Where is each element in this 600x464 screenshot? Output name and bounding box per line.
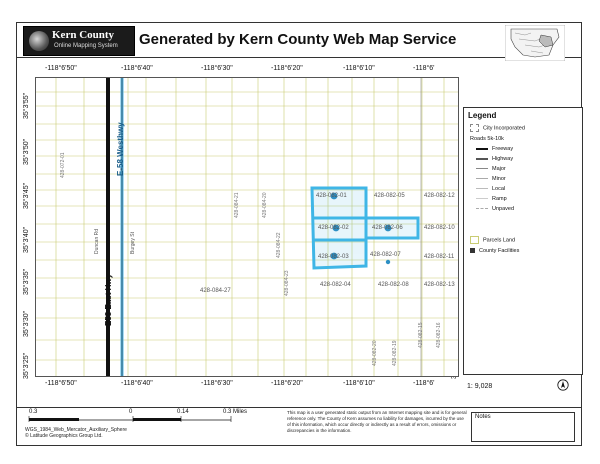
coord-left-1: 35°3'55": [23, 92, 30, 119]
coord-top-5: -118°6'10": [343, 65, 375, 72]
highway-label: E58 East Hwy: [104, 273, 113, 326]
coord-left-2: 35°3'50": [23, 138, 30, 165]
highway-swatch-icon: [476, 158, 488, 160]
scale-tick: 0.3 Miles: [223, 409, 248, 415]
coord-left-4: 35°3'40": [23, 226, 30, 253]
coord-top-1: -118°6'50": [45, 65, 77, 72]
parcel-label: 428-082-03: [318, 254, 349, 260]
sheet-footer: [17, 407, 581, 446]
coord-top-6: -118°6': [413, 65, 435, 72]
legend-item: Parcels Land: [470, 236, 515, 244]
coord-left-6: 35°3'30": [23, 310, 30, 337]
parcel-label: 428-082-02: [318, 225, 349, 231]
parcel-label: 428-084-21: [234, 192, 240, 218]
legend-item: Local: [476, 186, 505, 192]
parcel-label: 428-082-15: [418, 322, 424, 348]
logo-title: Kern County: [52, 29, 115, 41]
parcel-label: 428-082-19: [392, 340, 398, 366]
coord-left-5: 35°3'35": [23, 268, 30, 295]
highway-label-west: E-58 Westhwy: [116, 122, 125, 176]
legend-item: Minor: [476, 176, 506, 182]
scale-tick: 0: [129, 409, 133, 415]
projection-text: WGS_1984_Web_Mercator_Auxiliary_Sphere: [25, 427, 127, 433]
parcel-label: 428-082-11: [424, 254, 455, 260]
legend-item: Major: [476, 166, 506, 172]
map-canvas[interactable]: [35, 77, 459, 377]
ramp-swatch-icon: [476, 198, 488, 199]
north-arrow-icon: [557, 379, 569, 394]
copyright-text: © Latitude Geographics Group Ltd.: [25, 433, 103, 439]
parcel-label: 428-082-01: [316, 193, 347, 199]
map-sheet: [16, 22, 582, 446]
coord-top-4: -118°6'20": [271, 65, 303, 72]
coord-bottom-5: -118°6'10": [343, 380, 375, 387]
parcel-label: 428-084-20: [262, 192, 268, 218]
parcel-label: 428-084-27: [200, 288, 231, 294]
kern-county-logo: [23, 26, 135, 56]
legend-item: Ramp: [476, 196, 507, 202]
parcel-label: 428-082-20: [372, 340, 378, 366]
city-swatch-icon: [470, 124, 479, 132]
parcel-label: 428-072-01: [60, 152, 66, 178]
parcel-label: 428-082-10: [424, 225, 455, 231]
parcel-label: 428-082-04: [320, 282, 351, 288]
coord-bottom-4: -118°6'20": [271, 380, 303, 387]
parcel-label: 428-082-08: [378, 282, 409, 288]
scale-tick: 0.3: [29, 409, 38, 415]
legend-item: Freeway: [476, 146, 513, 152]
california-locator-map: [505, 25, 565, 61]
coord-left-3: 35°3'45": [23, 182, 30, 209]
parcel-label: 428-084-23: [284, 270, 290, 296]
major-swatch-icon: [476, 168, 488, 169]
road-label-duncan: Duncan Rd: [94, 228, 100, 254]
legend-item: City Incorporated: [470, 124, 525, 132]
coord-top-3: -118°6'30": [201, 65, 233, 72]
freeway-swatch-icon: [476, 148, 488, 150]
unpaved-swatch-icon: [476, 208, 488, 210]
logo-subtitle: Online Mapping System: [54, 43, 118, 49]
disclaimer-text: This map is a user generated static output from an Internet mapping site and is for general reference only. The County of Kern assumes no liability for damages, incurred by the use of this information, which occur directly or indirectly as a result of errors, omissions or discrepancies in the information.: [287, 410, 467, 433]
coord-bottom-3: -118°6'30": [201, 380, 233, 387]
legend-item: Unpaved: [476, 206, 514, 212]
scale-ratio: 1: 9,028: [467, 383, 493, 390]
parcel-label: 428-082-16: [436, 322, 442, 348]
globe-icon: [29, 31, 49, 51]
facility-swatch-icon: [470, 248, 475, 253]
page-title: Generated by Kern County Web Map Service: [139, 31, 457, 48]
parcel-label: 428-084-22: [276, 232, 282, 258]
parcel-label: 428-082-05: [374, 193, 405, 199]
minor-swatch-icon: [476, 178, 488, 179]
coord-bottom-1: -118°6'50": [45, 380, 77, 387]
parcel-label: 428-082-06: [372, 225, 403, 231]
legend-item: Roads 5k-10k: [470, 136, 504, 142]
coord-bottom-2: -118°6'40": [121, 380, 153, 387]
parcel-swatch-icon: [470, 236, 479, 244]
local-swatch-icon: [476, 188, 488, 189]
parcel-label: 428-082-12: [424, 193, 455, 199]
coord-top-2: -118°6'40": [121, 65, 153, 72]
coord-bottom-6: -118°6': [413, 380, 435, 387]
coord-left-7: 35°3'25": [23, 352, 30, 379]
legend-item: County Facilities: [470, 248, 519, 254]
parcel-label: 428-082-07: [370, 252, 401, 258]
notes-label: Notes: [475, 414, 491, 420]
legend-item: Highway: [476, 156, 513, 162]
sheet-header: [17, 23, 581, 58]
road-label-burgey: Burgey St: [130, 232, 136, 254]
legend-title: Legend: [468, 111, 497, 120]
parcel-label: 428-082-13: [424, 282, 455, 288]
map-legend: [463, 107, 583, 375]
notes-box: [471, 412, 575, 442]
scale-tick: 0.14: [177, 409, 189, 415]
